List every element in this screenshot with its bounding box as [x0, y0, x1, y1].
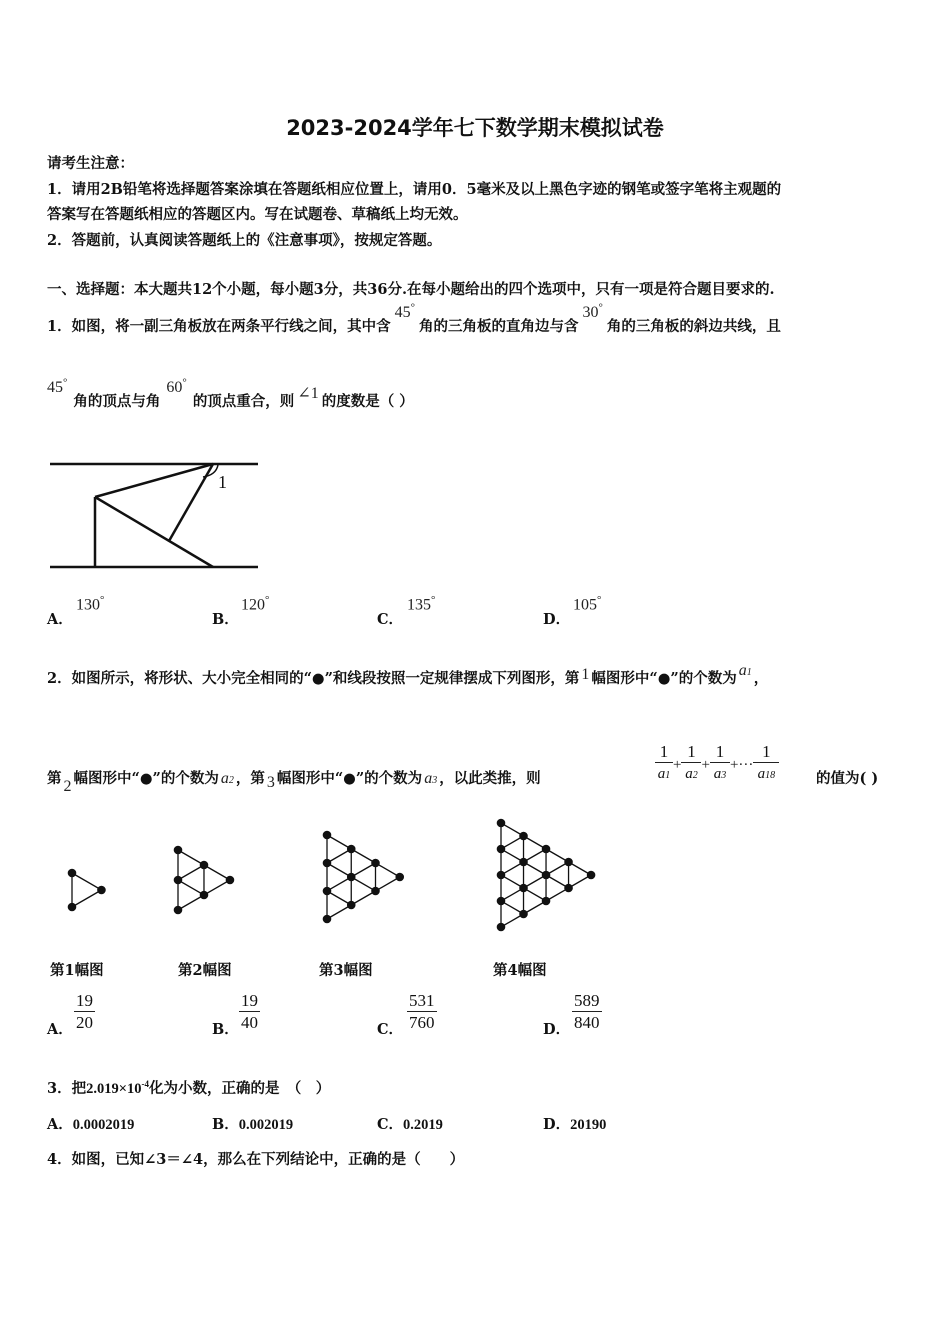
q2-line2 — [47, 767, 541, 795]
q2-option-a-letter[interactable]: A． — [47, 1021, 73, 1038]
q2-text-h: 的值为( ) — [816, 770, 879, 787]
q2-figure-caption-2: 第2幅图 — [178, 962, 232, 979]
pattern-dot — [323, 859, 332, 868]
pattern-dot — [97, 886, 106, 895]
q1-option-a-value: 130° — [76, 594, 105, 614]
q2-expression: $\frac{1}{a1}$ + $\frac{1}{a2}$ + $\frac{1}{a3}$ +··· $\frac{1}{a18}$ — [655, 742, 779, 787]
q2-comma: ， — [753, 670, 769, 687]
q1-text-e: 的顶点重合，则 — [192, 393, 295, 410]
pattern-dot — [174, 876, 183, 885]
q1-deg60: 60° — [166, 376, 187, 396]
q1-option-d-letter[interactable]: D． — [543, 611, 571, 628]
q1-angle1: ∠1 — [297, 385, 319, 402]
pattern-dot — [174, 846, 183, 855]
pattern-dot — [200, 891, 209, 900]
q1-line2 — [47, 376, 414, 411]
notice-item-1b: 答案写在答题纸相应的答题区内。写在试题卷、草稿纸上均无效。 — [47, 206, 468, 223]
q1-option-d-value: 105° — [573, 594, 602, 614]
pattern-dot — [564, 858, 573, 867]
q1-text-d: 角的顶点与角 — [73, 393, 161, 410]
pattern-dot — [519, 832, 528, 841]
pattern-dot — [497, 897, 506, 906]
q2-frac-2: $\frac{1}{a2}$ — [681, 742, 701, 787]
q2-figure-caption-3: 第3幅图 — [319, 962, 373, 979]
pattern-dot — [587, 871, 596, 880]
page-title: 2023-2024学年七下数学期末模拟试卷 — [286, 116, 664, 140]
q4-line: 4．如图，已知∠3＝∠4，那么在下列结论中，正确的是（ ） — [47, 1151, 465, 1168]
pattern-dot — [347, 873, 356, 882]
q3-option-d[interactable]: D．20190 — [543, 1116, 607, 1133]
pattern-dot — [371, 887, 380, 896]
pattern-dot — [68, 903, 77, 912]
q1-option-c-letter[interactable]: C． — [377, 611, 404, 628]
pattern-dot — [497, 819, 506, 828]
q2-n3: 3 — [266, 774, 275, 791]
q2-text-c: 第 — [47, 770, 62, 787]
pattern-dot — [371, 859, 380, 868]
q1-text-f: 的度数是（ ） — [321, 393, 414, 410]
q3-number: $2.019\times 10^{-4}$ — [86, 1079, 149, 1097]
q2-frac-18: $\frac{1}{a18}$ — [753, 742, 779, 787]
q2-text-f: 幅图形中“●”的个数为 — [276, 770, 423, 787]
q1-line1 — [47, 301, 781, 336]
notice-heading: 请考生注意： — [47, 155, 134, 172]
notice-item-1a: 1．请用2B铅笔将选择题答案涂填在答题纸相应位置上，请用0．5毫米及以上黑色字迹的钢笔或签字笔将主观题的 — [47, 181, 782, 198]
q2-line1 — [47, 662, 769, 688]
q2-option-b-value: $\frac{19}{40}$ — [241, 991, 258, 1032]
section-heading: 一、选择题：本大题共12个小题，每小题3分，共36分.在每小题给出的四个选项中，只有一项是符合题目要求的. — [47, 281, 775, 298]
q1-option-c-value: 135° — [407, 594, 436, 614]
q2-option-c-letter[interactable]: C． — [377, 1021, 404, 1038]
q3-option-c[interactable]: C．0.2019 — [377, 1116, 443, 1133]
q2-figure-caption-1: 第1幅图 — [50, 962, 104, 979]
q1-option-a-letter[interactable]: A． — [47, 611, 73, 628]
q3-text-b: 化为小数，正确的是 （ ） — [148, 1080, 331, 1097]
pattern-dot — [323, 887, 332, 896]
pattern-dot — [200, 861, 209, 870]
q2-a1: a1 — [738, 662, 752, 679]
pattern-dot — [497, 871, 506, 880]
pattern-dot — [395, 873, 404, 882]
pattern-dot — [519, 858, 528, 867]
pattern-dot — [323, 915, 332, 924]
q1-deg45: 45° — [394, 301, 415, 321]
q2-a2: a2 — [220, 770, 234, 787]
pattern-dot — [226, 876, 235, 885]
pattern-dot — [347, 901, 356, 910]
q2-a3: a3 — [424, 770, 438, 787]
q1-option-b-value: 120° — [241, 594, 270, 614]
q2-option-c-value: $\frac{531}{760}$ — [409, 991, 435, 1032]
q2-n1: 1 — [581, 666, 590, 683]
pattern-dot — [519, 910, 528, 919]
q2-text-a: 2．如图所示，将形状、大小完全相同的“●”和线段按照一定规律摆成下列图形，第 — [47, 670, 580, 687]
q2-frac-1: $\frac{1}{a1}$ — [655, 742, 673, 787]
pattern-dot — [542, 845, 551, 854]
pattern-dot — [497, 845, 506, 854]
pattern-dot — [497, 923, 506, 932]
pattern-dot — [347, 845, 356, 854]
q2-text-g: ，以此类推，则 — [439, 770, 541, 787]
pattern-dot — [542, 871, 551, 880]
q3-text-a: 3．把 — [47, 1080, 87, 1097]
q2-option-a-value: $\frac{19}{20}$ — [76, 991, 93, 1032]
q3-line — [47, 1077, 330, 1098]
pattern-dot — [564, 884, 573, 893]
q2-text-b: 幅图形中“●”的个数为 — [591, 670, 737, 687]
q3-option-b[interactable]: B．0.002019 — [212, 1116, 294, 1133]
q1-text-c: 角的三角板的斜边共线，且 — [606, 318, 781, 335]
q1-text-b: 角的三角板的直角边与含 — [419, 318, 579, 335]
pattern-dot — [174, 906, 183, 915]
q2-frac-3: $\frac{1}{a3}$ — [710, 742, 730, 787]
notice-item-2: 2．答题前，认真阅读答题纸上的《注意事项》，按规定答题。 — [47, 232, 442, 249]
q2-option-d-value: $\frac{589}{840}$ — [574, 991, 600, 1032]
q2-n2: 2 — [63, 778, 72, 795]
pattern-dot — [519, 884, 528, 893]
q2-figure-caption-4: 第4幅图 — [493, 962, 547, 979]
q1-figure-label: 1 — [218, 472, 227, 492]
q2-option-d-letter[interactable]: D． — [543, 1021, 571, 1038]
q2-option-b-letter[interactable]: B． — [212, 1021, 239, 1038]
q2-text-d: 幅图形中“●”的个数为 — [73, 770, 219, 787]
pattern-dot — [323, 831, 332, 840]
q1-figure — [48, 455, 263, 575]
pattern-dot — [68, 869, 77, 878]
q2-figures — [40, 820, 660, 925]
q1-text-a: 1．如图，将一副三角板放在两条平行线之间，其中含 — [47, 318, 391, 335]
pattern-dot — [542, 897, 551, 906]
q1-deg45b: 45° — [47, 376, 68, 396]
q1-option-b-letter[interactable]: B． — [212, 611, 239, 628]
q3-option-a[interactable]: A．0.0002019 — [47, 1116, 135, 1133]
q2-text-e: ，第 — [235, 770, 265, 787]
q1-deg30: 30° — [582, 301, 603, 321]
